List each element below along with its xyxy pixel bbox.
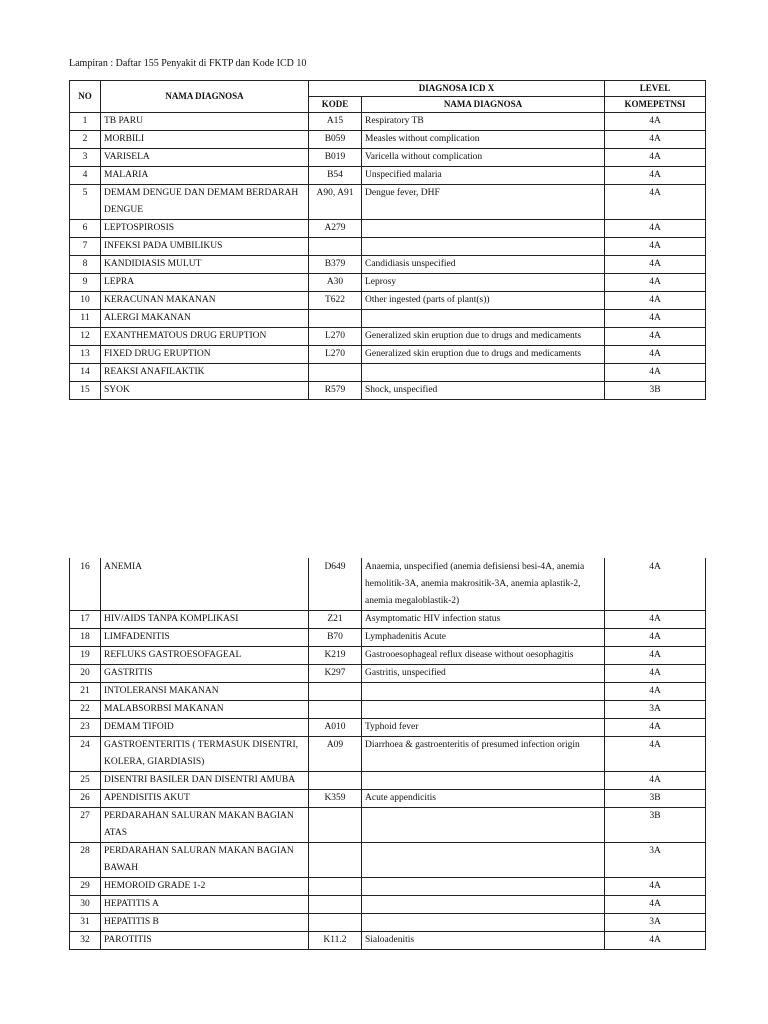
icd-diagnosis-name: Candidiasis unspecified	[362, 256, 605, 274]
row-number: 6	[70, 220, 101, 238]
diagnosis-name: PERDARAHAN SALURAN MAKAN BAGIAN BAWAH	[101, 843, 309, 878]
icd-code: L270	[309, 328, 362, 346]
header-nama-diagnosa: NAMA DIAGNOSA	[101, 81, 309, 113]
icd-diagnosis-name	[362, 808, 605, 843]
table-row	[70, 167, 706, 185]
icd-diagnosis-name	[362, 238, 605, 256]
row-number: 1	[70, 113, 101, 131]
icd-code: A90, A91	[309, 185, 362, 220]
row-number: 5	[70, 185, 101, 220]
icd-diagnosis-name	[362, 843, 605, 878]
icd-code: A279	[309, 220, 362, 238]
diagnosis-name: GASTRITIS	[101, 665, 309, 683]
icd-code	[309, 364, 362, 382]
header-diagnosa-icd: DIAGNOSA ICD X	[309, 81, 605, 97]
competency-level: 4A	[605, 772, 706, 790]
row-number: 11	[70, 310, 101, 328]
row-number: 26	[70, 790, 101, 808]
page-caption: Lampiran : Daftar 155 Penyakit di FKTP dan Kode ICD 10	[69, 58, 307, 69]
competency-level: 4A	[605, 220, 706, 238]
competency-level: 4A	[605, 896, 706, 914]
table-row	[70, 274, 706, 292]
table-row	[70, 238, 706, 256]
icd-code	[309, 238, 362, 256]
competency-level: 4A	[605, 364, 706, 382]
table-1-body	[70, 113, 706, 400]
icd-diagnosis-name: Lymphadenitis Acute	[362, 629, 605, 647]
competency-level: 4A	[605, 185, 706, 220]
table-2-body	[70, 558, 706, 950]
row-number: 7	[70, 238, 101, 256]
table-row	[70, 220, 706, 238]
competency-level: 4A	[605, 328, 706, 346]
competency-level: 3A	[605, 914, 706, 932]
competency-level: 4A	[605, 611, 706, 629]
competency-level: 3A	[605, 843, 706, 878]
row-number: 32	[70, 932, 101, 950]
icd-diagnosis-name: Unspecified malaria	[362, 167, 605, 185]
row-number: 18	[70, 629, 101, 647]
row-number: 20	[70, 665, 101, 683]
row-number: 10	[70, 292, 101, 310]
icd-code: K11.2	[309, 932, 362, 950]
diagnosis-name: DEMAM TIFOID	[101, 719, 309, 737]
header-no: NO	[70, 81, 101, 113]
icd-diagnosis-name: Leprosy	[362, 274, 605, 292]
icd-code	[309, 701, 362, 719]
competency-level: 4A	[605, 167, 706, 185]
icd-diagnosis-name	[362, 364, 605, 382]
icd-code: B019	[309, 149, 362, 167]
table-row	[70, 185, 706, 220]
icd-diagnosis-name	[362, 310, 605, 328]
table-row	[70, 808, 706, 843]
competency-level: 4A	[605, 719, 706, 737]
table-row	[70, 878, 706, 896]
table-row	[70, 346, 706, 364]
table-row	[70, 364, 706, 382]
icd-diagnosis-name: Other ingested (parts of plant(s))	[362, 292, 605, 310]
table-row	[70, 310, 706, 328]
diagnosis-name: KANDIDIASIS MULUT	[101, 256, 309, 274]
icd-code: B70	[309, 629, 362, 647]
icd-code: A09	[309, 737, 362, 772]
diagnosis-name: REAKSI ANAFILAKTIK	[101, 364, 309, 382]
table-row	[70, 131, 706, 149]
icd-diagnosis-name: Varicella without complication	[362, 149, 605, 167]
diagnosis-name: DEMAM DENGUE DAN DEMAM BERDARAH DENGUE	[101, 185, 309, 220]
diagnosis-name: HEPATITIS B	[101, 914, 309, 932]
icd-code	[309, 310, 362, 328]
diagnosis-name: MALARIA	[101, 167, 309, 185]
icd-diagnosis-name	[362, 683, 605, 701]
icd-code: B379	[309, 256, 362, 274]
icd-code	[309, 772, 362, 790]
row-number: 8	[70, 256, 101, 274]
row-number: 2	[70, 131, 101, 149]
icd-code	[309, 896, 362, 914]
row-number: 9	[70, 274, 101, 292]
table-row	[70, 256, 706, 274]
row-number: 23	[70, 719, 101, 737]
row-number: 29	[70, 878, 101, 896]
row-number: 30	[70, 896, 101, 914]
table-row	[70, 149, 706, 167]
row-number: 22	[70, 701, 101, 719]
competency-level: 4A	[605, 629, 706, 647]
icd-code: A15	[309, 113, 362, 131]
diagnosis-name: DISENTRI BASILER DAN DISENTRI AMUBA	[101, 772, 309, 790]
table-row	[70, 914, 706, 932]
icd-diagnosis-name: Anaemia, unspecified (anemia defisiensi besi-4A, anemia hemolitik-3A, anemia makrositik-3A, anemia aplastik-2, anemia megaloblastik-2)	[362, 558, 605, 611]
table-row	[70, 896, 706, 914]
icd-diagnosis-name	[362, 220, 605, 238]
diagnosis-name: INFEKSI PADA UMBILIKUS	[101, 238, 309, 256]
icd-code	[309, 808, 362, 843]
icd-code: L270	[309, 346, 362, 364]
competency-level: 4A	[605, 256, 706, 274]
row-number: 19	[70, 647, 101, 665]
table-row	[70, 113, 706, 131]
row-number: 21	[70, 683, 101, 701]
icd-diagnosis-name: Generalized skin eruption due to drugs and medicaments	[362, 346, 605, 364]
icd-diagnosis-name: Measles without complication	[362, 131, 605, 149]
icd-diagnosis-name: Respiratory TB	[362, 113, 605, 131]
diagnosis-name: REFLUKS GASTROESOFAGEAL	[101, 647, 309, 665]
diagnosis-name: LIMFADENITIS	[101, 629, 309, 647]
icd-diagnosis-name	[362, 914, 605, 932]
icd-diagnosis-name: Dengue fever, DHF	[362, 185, 605, 220]
diagnosis-name: KERACUNAN MAKANAN	[101, 292, 309, 310]
icd-diagnosis-name: Shock, unspecified	[362, 382, 605, 400]
icd-code: A010	[309, 719, 362, 737]
row-number: 4	[70, 167, 101, 185]
icd-diagnosis-name	[362, 878, 605, 896]
icd-code	[309, 914, 362, 932]
diagnosis-name: INTOLERANSI MAKANAN	[101, 683, 309, 701]
table-row	[70, 772, 706, 790]
diagnosis-name: ANEMIA	[101, 558, 309, 611]
diagnosis-name: APENDISITIS AKUT	[101, 790, 309, 808]
icd-diagnosis-name: Generalized skin eruption due to drugs and medicaments	[362, 328, 605, 346]
table-row	[70, 647, 706, 665]
table-row	[70, 629, 706, 647]
row-number: 27	[70, 808, 101, 843]
diagnosis-name: HEMOROID GRADE 1-2	[101, 878, 309, 896]
table-row	[70, 719, 706, 737]
row-number: 12	[70, 328, 101, 346]
row-number: 14	[70, 364, 101, 382]
header-kompetensi: KOMEPETNSI	[605, 97, 706, 113]
table-row	[70, 737, 706, 772]
competency-level: 4A	[605, 346, 706, 364]
icd-code: K359	[309, 790, 362, 808]
diagnosis-table-2	[69, 558, 706, 950]
competency-level: 4A	[605, 558, 706, 611]
row-number: 16	[70, 558, 101, 611]
header-level: LEVEL	[605, 81, 706, 97]
table-row	[70, 665, 706, 683]
diagnosis-name: EXANTHEMATOUS DRUG ERUPTION	[101, 328, 309, 346]
competency-level: 4A	[605, 292, 706, 310]
icd-code: B059	[309, 131, 362, 149]
icd-code: K297	[309, 665, 362, 683]
diagnosis-name: LEPRA	[101, 274, 309, 292]
competency-level: 4A	[605, 310, 706, 328]
table-row	[70, 701, 706, 719]
competency-level: 4A	[605, 665, 706, 683]
icd-code: R579	[309, 382, 362, 400]
diagnosis-table-1	[69, 80, 706, 400]
icd-diagnosis-name: Gastritis, unspecified	[362, 665, 605, 683]
diagnosis-name: LEPTOSPIROSIS	[101, 220, 309, 238]
icd-diagnosis-name: Acute appendicitis	[362, 790, 605, 808]
table-row	[70, 932, 706, 950]
row-number: 3	[70, 149, 101, 167]
header-icd-nama: NAMA DIAGNOSA	[362, 97, 605, 113]
icd-diagnosis-name: Typhoid fever	[362, 719, 605, 737]
row-number: 13	[70, 346, 101, 364]
competency-level: 3A	[605, 701, 706, 719]
header-kode: KODE	[309, 97, 362, 113]
row-number: 31	[70, 914, 101, 932]
diagnosis-name: MORBILI	[101, 131, 309, 149]
table-row	[70, 292, 706, 310]
competency-level: 4A	[605, 878, 706, 896]
diagnosis-name: FIXED DRUG ERUPTION	[101, 346, 309, 364]
icd-diagnosis-name: Sialoadenitis	[362, 932, 605, 950]
icd-diagnosis-name: Diarrhoea & gastroenteritis of presumed infection origin	[362, 737, 605, 772]
icd-code	[309, 843, 362, 878]
diagnosis-name: MALABSORBSI MAKANAN	[101, 701, 309, 719]
icd-code: T622	[309, 292, 362, 310]
competency-level: 4A	[605, 274, 706, 292]
icd-code: Z21	[309, 611, 362, 629]
icd-diagnosis-name	[362, 896, 605, 914]
icd-code: K219	[309, 647, 362, 665]
icd-code: B54	[309, 167, 362, 185]
icd-diagnosis-name: Gastrooesophageal reflux disease without oesophagitis	[362, 647, 605, 665]
competency-level: 4A	[605, 737, 706, 772]
diagnosis-name: PAROTITIS	[101, 932, 309, 950]
icd-code	[309, 683, 362, 701]
diagnosis-name: ALERGI MAKANAN	[101, 310, 309, 328]
table-row	[70, 328, 706, 346]
icd-code	[309, 878, 362, 896]
competency-level: 3B	[605, 808, 706, 843]
diagnosis-name: HEPATITIS A	[101, 896, 309, 914]
row-number: 17	[70, 611, 101, 629]
diagnosis-name: HIV/AIDS TANPA KOMPLIKASI	[101, 611, 309, 629]
diagnosis-name: SYOK	[101, 382, 309, 400]
competency-level: 4A	[605, 932, 706, 950]
row-number: 28	[70, 843, 101, 878]
competency-level: 4A	[605, 238, 706, 256]
diagnosis-name: TB PARU	[101, 113, 309, 131]
competency-level: 4A	[605, 149, 706, 167]
table-row	[70, 382, 706, 400]
table-row	[70, 790, 706, 808]
table-row	[70, 611, 706, 629]
competency-level: 4A	[605, 683, 706, 701]
table-row	[70, 843, 706, 878]
row-number: 25	[70, 772, 101, 790]
competency-level: 4A	[605, 113, 706, 131]
competency-level: 3B	[605, 790, 706, 808]
competency-level: 4A	[605, 647, 706, 665]
icd-diagnosis-name: Asymptomatic HIV infection status	[362, 611, 605, 629]
competency-level: 4A	[605, 131, 706, 149]
diagnosis-name: PERDARAHAN SALURAN MAKAN BAGIAN ATAS	[101, 808, 309, 843]
competency-level: 3B	[605, 382, 706, 400]
diagnosis-name: VARISELA	[101, 149, 309, 167]
table-row	[70, 683, 706, 701]
table-row	[70, 558, 706, 611]
icd-code: A30	[309, 274, 362, 292]
row-number: 24	[70, 737, 101, 772]
icd-diagnosis-name	[362, 772, 605, 790]
icd-diagnosis-name	[362, 701, 605, 719]
diagnosis-name: GASTROENTERITIS ( TERMASUK DISENTRI, KOLERA, GIARDIASIS)	[101, 737, 309, 772]
row-number: 15	[70, 382, 101, 400]
icd-code: D649	[309, 558, 362, 611]
